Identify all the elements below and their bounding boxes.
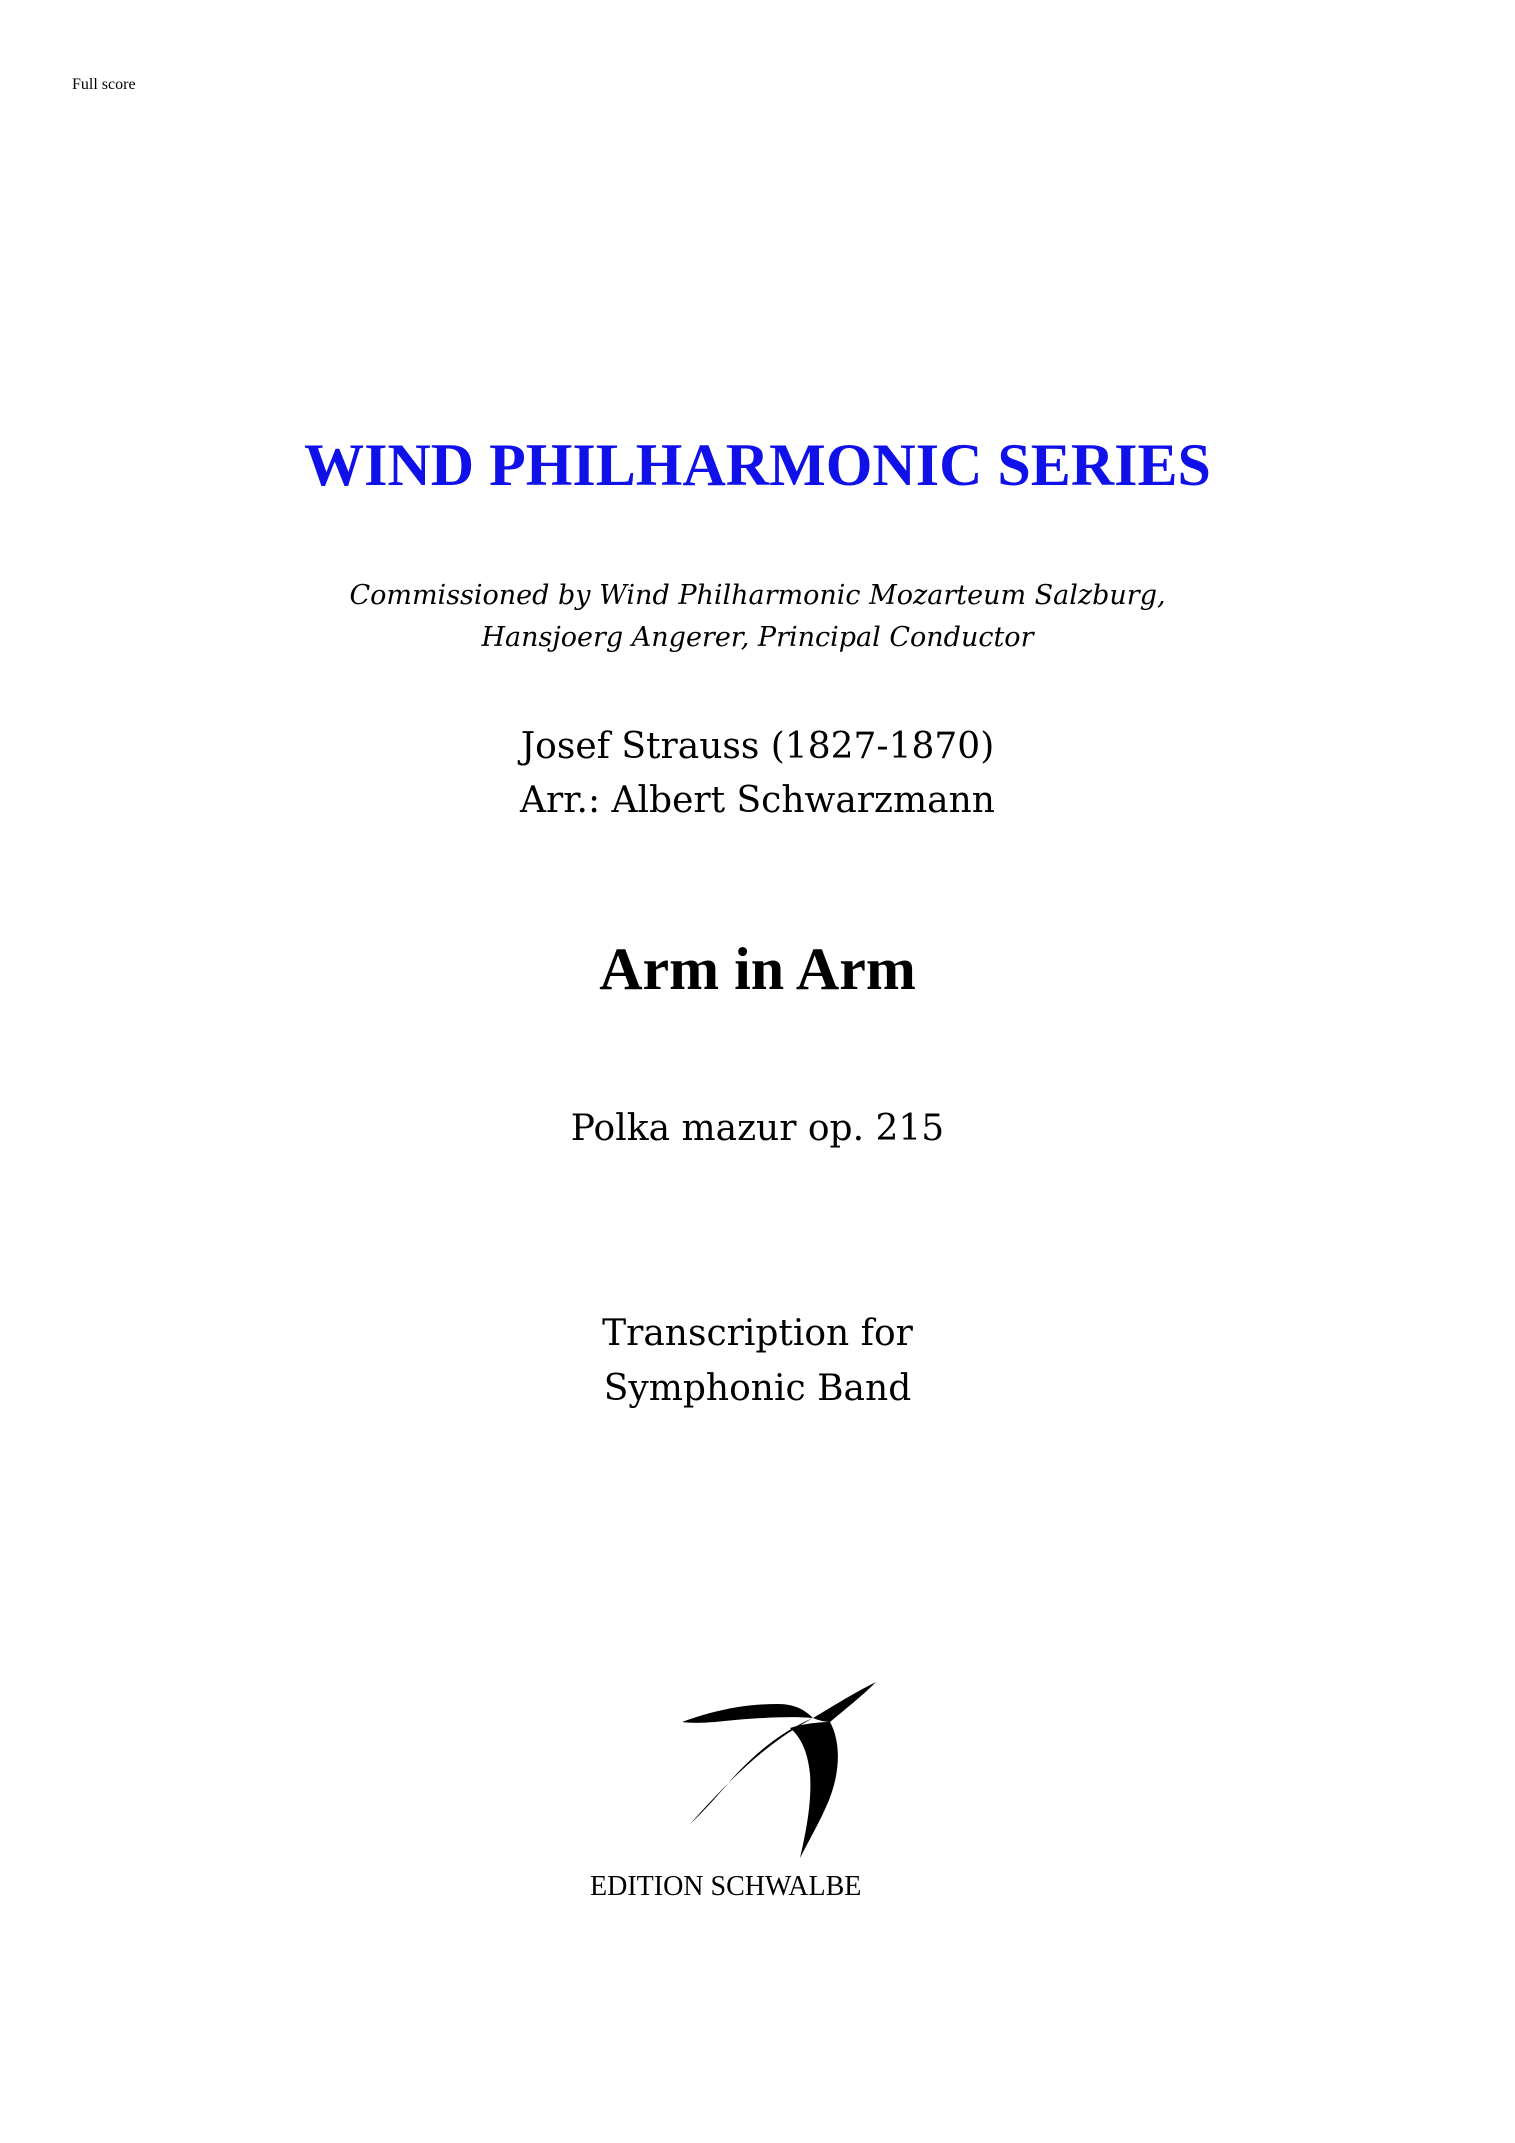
commission-line-1: Commissioned by Wind Philharmonic Mozarteum Salzburg, bbox=[349, 580, 1166, 611]
swallow-icon bbox=[680, 1682, 890, 1860]
scoring-line-2: Symphonic Band bbox=[603, 1368, 912, 1409]
arranger-credit: Arr.: Albert Schwarzmann bbox=[520, 780, 995, 821]
work-subtitle: Polka mazur op. 215 bbox=[570, 1108, 945, 1149]
work-title: Arm in Arm bbox=[599, 936, 916, 1002]
publisher-name: EDITION SCHWALBE bbox=[590, 1871, 862, 1902]
series-title: WIND PHILHARMONIC SERIES bbox=[304, 432, 1211, 498]
commission-line-2: Hansjoerg Angerer, Principal Conductor bbox=[481, 622, 1034, 653]
score-type-label: Full score bbox=[72, 76, 136, 93]
scoring-line-1: Transcription for bbox=[602, 1313, 913, 1354]
composer-credit: Josef Strauss (1827-1870) bbox=[520, 726, 995, 767]
